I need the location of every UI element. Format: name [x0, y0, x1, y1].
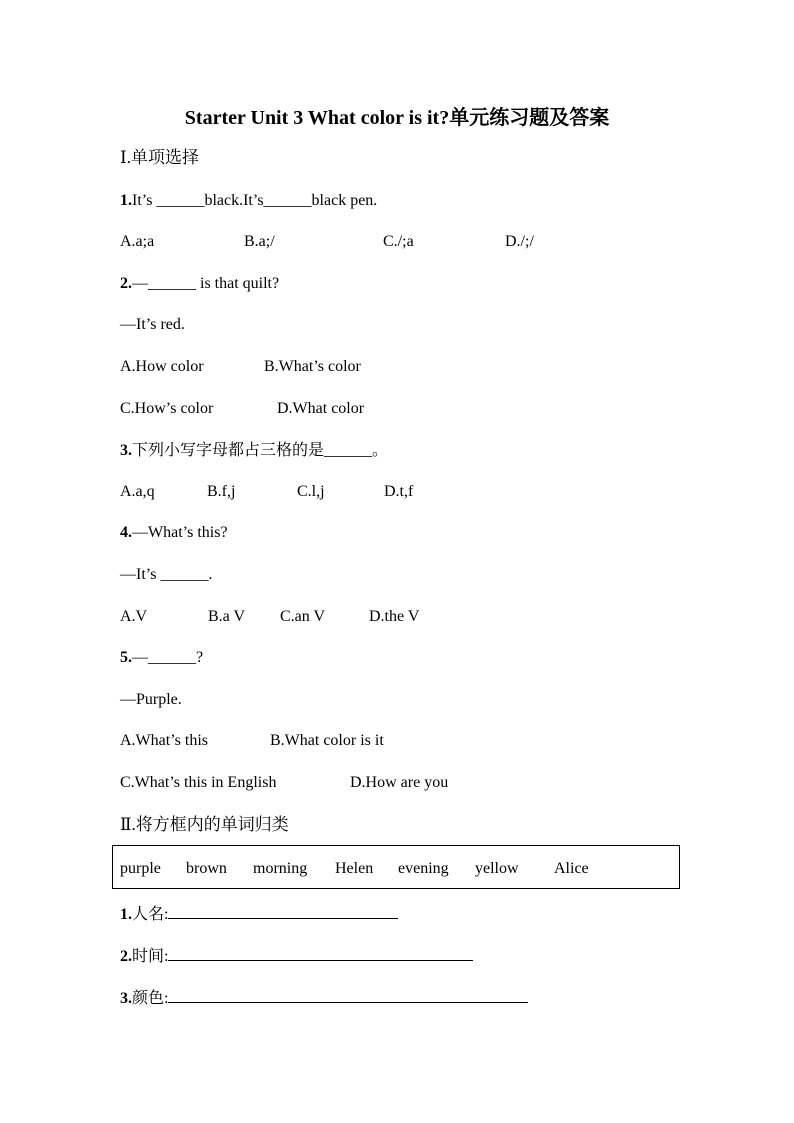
- word-item: brown: [186, 860, 227, 877]
- answer-blank[interactable]: [168, 902, 398, 919]
- section-heading-single-choice: Ⅰ.单项选择: [120, 148, 199, 167]
- question-4: [120, 522, 228, 544]
- page-title: Starter Unit 3 What color is it?单元练习题及答案: [184, 107, 610, 129]
- question-number: 5.: [120, 649, 132, 666]
- q3-option-c: C.l,j: [297, 483, 325, 500]
- word-item: Helen: [335, 860, 374, 877]
- q3-option-b: B.f,j: [207, 483, 236, 500]
- section-heading-classify: Ⅱ.将方框内的单词归类: [120, 815, 289, 834]
- q4-option-c: C.an V: [280, 608, 326, 625]
- classify-item-2: [120, 944, 473, 968]
- q3-option-d: D.t,f: [384, 483, 414, 500]
- question-5: [120, 647, 203, 669]
- word-item: yellow: [475, 860, 519, 877]
- q5-reply: —Purple.: [120, 691, 182, 708]
- classify-item-1: [120, 902, 398, 926]
- q1-option-a: A.a;a: [120, 233, 155, 250]
- answer-blank[interactable]: [168, 944, 473, 961]
- question-number: 2.: [120, 275, 132, 292]
- question-number: 4.: [120, 524, 132, 541]
- q2-option-b: B.What’s color: [264, 358, 361, 375]
- item-number: 2.: [120, 948, 132, 965]
- q4-option-a: A.V: [120, 608, 148, 625]
- item-label: 颜色:: [132, 990, 169, 1007]
- question-stem: —What’s this?: [132, 524, 228, 541]
- word-box: [112, 845, 680, 889]
- q2-option-d: D.What color: [277, 400, 365, 417]
- item-label: 时间:: [132, 948, 169, 965]
- q1-option-c: C./;a: [383, 233, 414, 250]
- q1-option-d: D./;/: [505, 233, 534, 250]
- q5-option-c: C.What’s this in English: [120, 774, 277, 791]
- question-stem: 下列小写字母都占三格的是______。: [132, 442, 389, 459]
- word-item: purple: [120, 860, 161, 877]
- question-1: [120, 190, 377, 212]
- q2-reply: —It’s red.: [120, 316, 185, 333]
- item-number: 1.: [120, 906, 132, 923]
- classify-item-3: [120, 986, 528, 1010]
- q4-option-d: D.the V: [369, 608, 420, 625]
- q4-reply: —It’s ______.: [120, 566, 213, 583]
- question-stem: —______?: [132, 649, 204, 666]
- q3-option-a: A.a,q: [120, 483, 155, 500]
- answer-blank[interactable]: [168, 986, 528, 1003]
- question-stem: —______ is that quilt?: [132, 275, 280, 292]
- q4-option-b: B.a V: [208, 608, 246, 625]
- question-2: [120, 273, 279, 295]
- word-item: Alice: [554, 860, 589, 877]
- item-number: 3.: [120, 990, 132, 1007]
- q5-option-d: D.How are you: [350, 774, 449, 791]
- word-item: evening: [398, 860, 449, 877]
- q1-option-b: B.a;/: [244, 233, 275, 250]
- question-number: 3.: [120, 442, 132, 459]
- question-stem: It’s ______black.It’s______black pen.: [132, 192, 378, 209]
- q2-option-c: C.How’s color: [120, 400, 214, 417]
- question-number: 1.: [120, 192, 132, 209]
- item-label: 人名:: [132, 906, 169, 923]
- word-item: morning: [253, 860, 308, 877]
- q2-option-a: A.How color: [120, 358, 204, 375]
- q5-option-b: B.What color is it: [270, 732, 384, 749]
- question-3: [120, 440, 388, 462]
- q5-option-a: A.What’s this: [120, 732, 208, 749]
